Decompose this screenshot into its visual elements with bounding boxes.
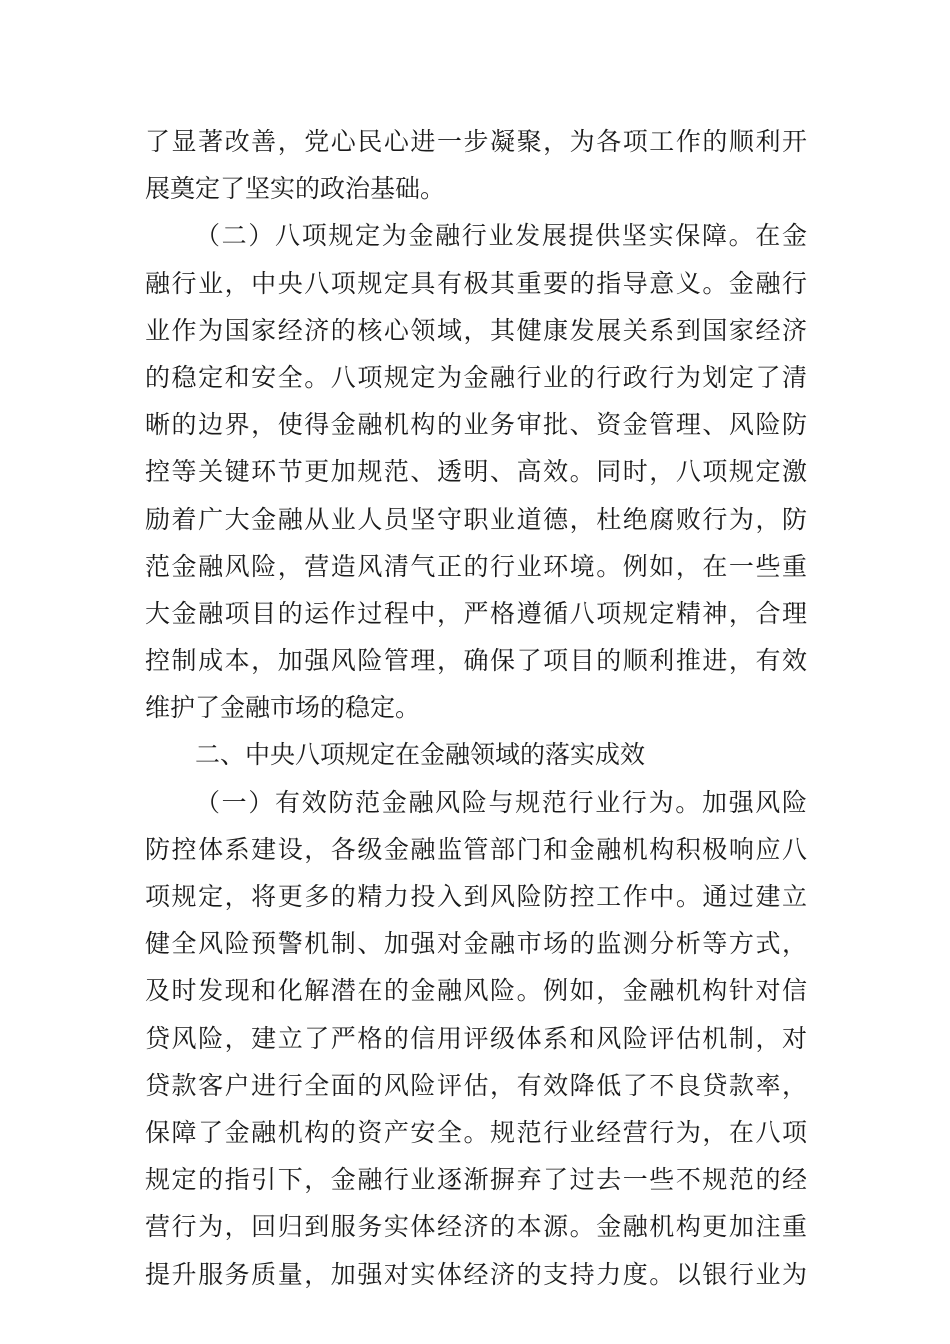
text-line: 展奠定了坚实的政治基础。 (145, 174, 446, 204)
text-line: 范金融风险，营造风清气正的行业环境。例如，在一些重 (145, 551, 807, 581)
text-line: 了显著改善，党心民心进一步凝聚，为各项工作的顺利开 (145, 127, 807, 156)
text-line: 的稳定和安全。八项规定为金融行业的行政行为划定了清 (145, 362, 807, 392)
document-body (145, 118, 807, 1298)
text-line: 保障了金融机构的资产安全。规范行业经营行为，在八项 (145, 1117, 807, 1147)
text-line: 贷风险，建立了严格的信用评级体系和风险评估机制，对 (145, 1023, 807, 1053)
text-line: 规定的指引下，金融行业逐渐摒弃了过去一些不规范的经 (145, 1165, 807, 1195)
text-line: 营行为，回归到服务实体经济的本源。金融机构更加注重 (145, 1212, 807, 1242)
text-line: 维护了金融市场的稳定。 (145, 693, 421, 723)
text-line: 及时发现和化解潜在的金融风险。例如，金融机构针对信 (145, 976, 807, 1006)
text-line: 业作为国家经济的核心领域，其健康发展关系到国家经济 (145, 315, 807, 345)
text-line: 大金融项目的运作过程中，严格遵循八项规定精神，合理 (145, 598, 807, 628)
text-line: 晰的边界，使得金融机构的业务审批、资金管理、风险防 (145, 410, 807, 440)
paragraph (145, 118, 807, 212)
text-line: 控制成本，加强风险管理，确保了项目的顺利推进，有效 (145, 646, 807, 676)
text-line: 励着广大金融从业人员坚守职业道德，杜绝腐败行为，防 (145, 504, 807, 534)
text-line: 项规定，将更多的精力投入到风险防控工作中。通过建立 (145, 882, 807, 911)
text-line: 融行业，中央八项规定具有极其重要的指导意义。金融行 (145, 268, 807, 298)
text-line: （一）有效防范金融风险与规范行业行为。加强风险 (195, 787, 807, 817)
text-line: 控等关键环节更加规范、透明、高效。同时，八项规定激 (145, 457, 807, 487)
text-line: 健全风险预警机制、加强对金融市场的监测分析等方式， (145, 929, 807, 959)
text-line: 二、中央八项规定在金融领域的落实成效 (195, 740, 646, 770)
paragraph (145, 779, 807, 1298)
text-line: 防控体系建设，各级金融监管部门和金融机构积极响应八 (145, 834, 807, 864)
text-line: 贷款客户进行全面的风险评估，有效降低了不良贷款率， (145, 1070, 807, 1100)
paragraph (145, 212, 807, 731)
text-line: 提升服务质量，加强对实体经济的支持力度。以银行业为 (145, 1259, 807, 1289)
text-line: （二）八项规定为金融行业发展提供坚实保障。在金 (195, 221, 807, 251)
section-heading (145, 731, 807, 778)
